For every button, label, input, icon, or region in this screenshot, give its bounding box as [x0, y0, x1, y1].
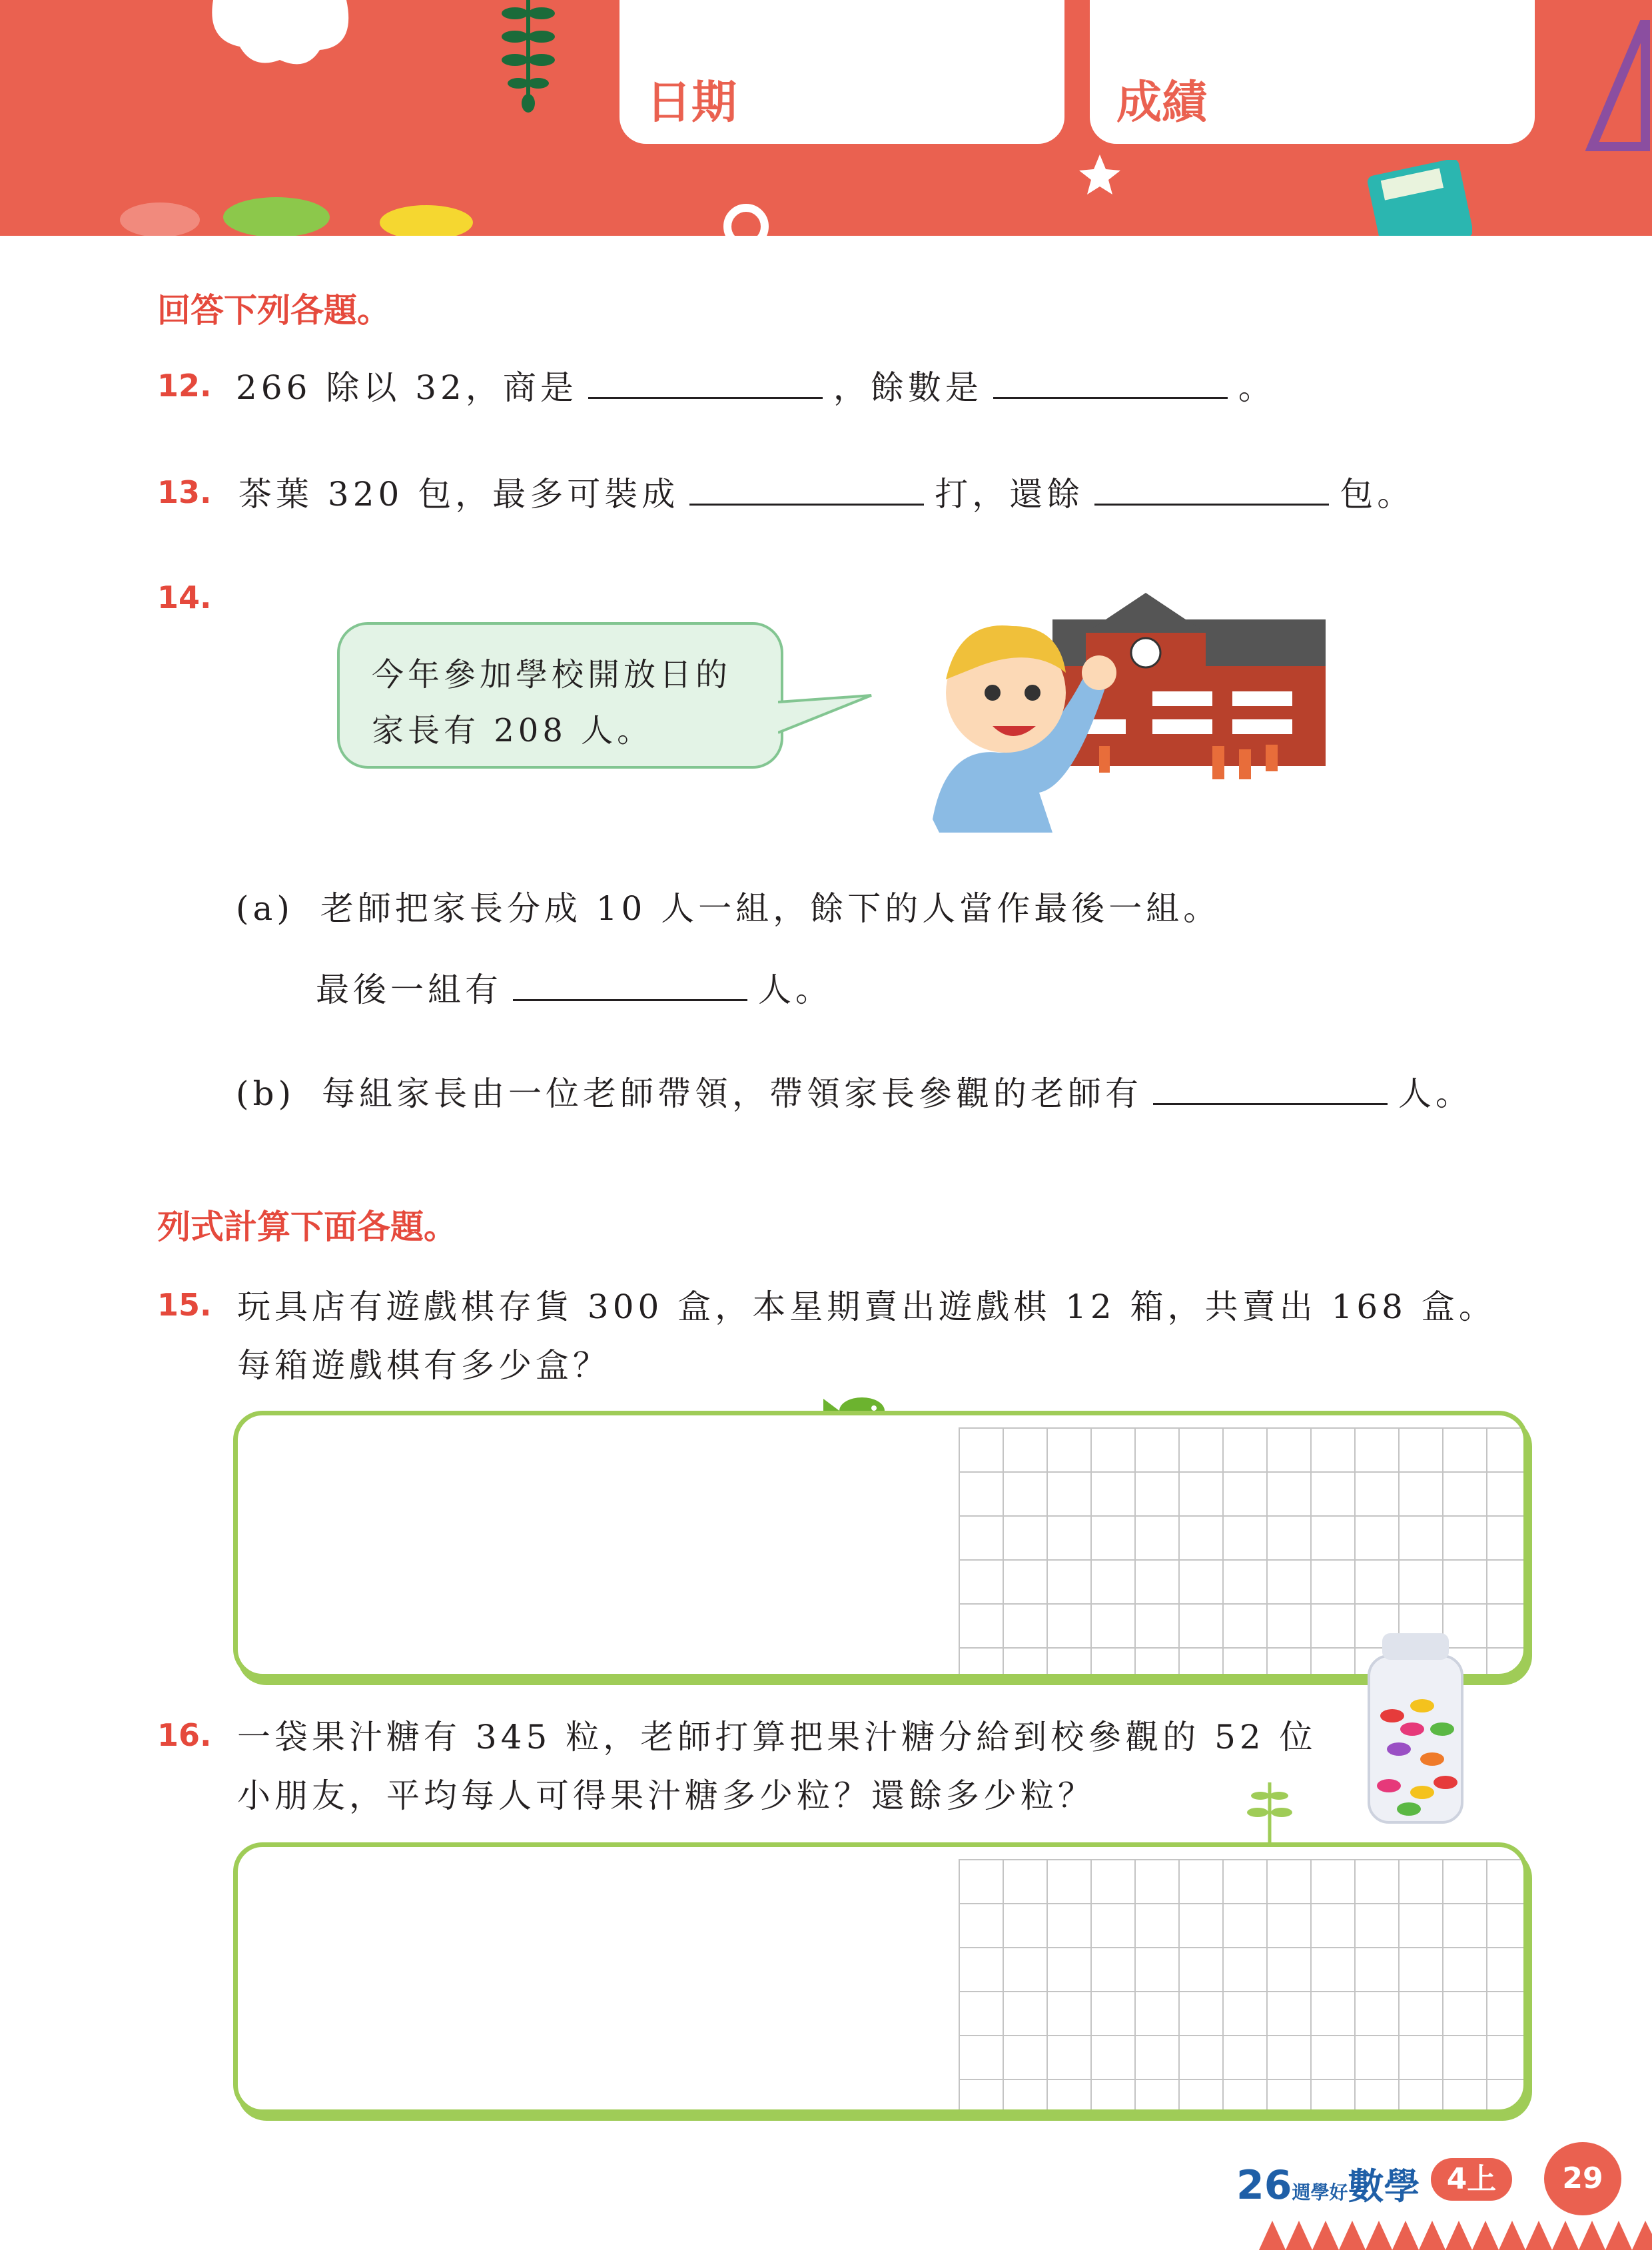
section-title-answer: 回答下列各題。	[157, 291, 390, 330]
brand-number: 26	[1236, 2162, 1292, 2209]
q14b-suffix: 人。	[1398, 1074, 1473, 1113]
q15-line-1: 玩具店有遊戲棋存貨 300 盒，本星期賣出遊戲棋 12 箱，共賣出 168 盒。	[237, 1288, 1496, 1326]
candy-jar-icon	[1359, 1629, 1472, 1829]
page-number: 29	[1544, 2142, 1621, 2215]
question-number-16: 16.	[157, 1717, 212, 1753]
q15-answer-box[interactable]	[233, 1411, 1528, 1679]
q14a-answer-prefix: 最後一組有	[316, 970, 502, 1009]
q13-dozen-blank[interactable]	[689, 470, 924, 506]
q14a-text: 老師把家長分成 10 人一組，餘下的人當作最後一組。	[320, 889, 1221, 928]
q14a-answer-row	[316, 963, 833, 1011]
question-12	[236, 361, 1276, 409]
q14a-label: (a)	[236, 889, 294, 928]
score-label: 成績	[1116, 77, 1208, 129]
q13-text-2: 打，還餘	[935, 475, 1084, 514]
page-footer	[0, 2118, 1652, 2250]
star-icon	[1076, 152, 1123, 198]
q12-text-3: 。	[1238, 368, 1276, 407]
speech-bubble	[337, 622, 783, 769]
q14a-row	[236, 882, 1220, 930]
scalloped-border	[1259, 2214, 1652, 2250]
bubble-line-1: 今年參加學校開放日的	[372, 656, 732, 693]
q12-quotient-blank[interactable]	[588, 364, 823, 399]
q13-remainder-blank[interactable]	[1094, 470, 1329, 506]
question-number-12: 12.	[157, 368, 212, 404]
cloud-icon	[200, 0, 360, 73]
q16-line-2: 小朋友，平均每人可得果汁糖多少粒？還餘多少粒？	[237, 1776, 1095, 1815]
q12-text-1: 266 除以 32，商是	[236, 368, 578, 407]
q13-text-1: 茶葉 320 包，最多可裝成	[238, 475, 679, 514]
question-number-15: 15.	[157, 1287, 212, 1323]
q15-line-2: 每箱遊戲棋有多少盒？	[237, 1346, 610, 1385]
date-box[interactable]	[620, 0, 1064, 144]
speech-bubble-tail	[778, 693, 878, 739]
q12-text-2: ，餘數是	[833, 368, 983, 407]
brand-small: 週學好	[1292, 2181, 1348, 2203]
q14b-row	[236, 1067, 1473, 1115]
date-label: 日期	[646, 77, 737, 129]
section-title-calculate: 列式計算下面各題。	[157, 1208, 457, 1246]
boy-and-school-illustration	[919, 593, 1332, 833]
brand-logo	[1236, 2158, 1420, 2209]
page-header	[0, 0, 1652, 236]
q12-remainder-blank[interactable]	[993, 364, 1228, 399]
brand-subject: 數學	[1348, 2165, 1420, 2207]
q14b-text: 每組家長由一位老師帶領，帶領家長參觀的老師有	[322, 1074, 1143, 1113]
plant-icon	[1243, 1776, 1296, 1845]
q14b-label: (b)	[236, 1074, 296, 1113]
ruler-icon	[1585, 20, 1652, 153]
question-13	[238, 468, 1414, 516]
grade-badge: 4上	[1431, 2158, 1512, 2201]
question-number-14: 14.	[157, 579, 212, 615]
q16-grid[interactable]	[959, 1859, 1523, 2109]
q16-line-1: 一袋果汁糖有 345 粒，老師打算把果汁糖分給到校參觀的 52 位	[237, 1718, 1317, 1756]
q16-answer-box[interactable]	[233, 1842, 1528, 2114]
q13-text-3: 包。	[1340, 475, 1415, 514]
leaf-branch-icon	[498, 0, 558, 113]
q14a-answer-suffix: 人。	[758, 970, 833, 1009]
q14b-answer-blank[interactable]	[1153, 1070, 1388, 1105]
ring-icon	[719, 200, 773, 236]
fish-icon	[113, 193, 486, 236]
calculator-icon	[1366, 160, 1472, 236]
score-box[interactable]	[1090, 0, 1535, 144]
question-number-13: 13.	[157, 474, 212, 510]
bubble-line-2: 家長有 208 人。	[372, 712, 653, 749]
q14a-answer-blank[interactable]	[513, 966, 747, 1001]
